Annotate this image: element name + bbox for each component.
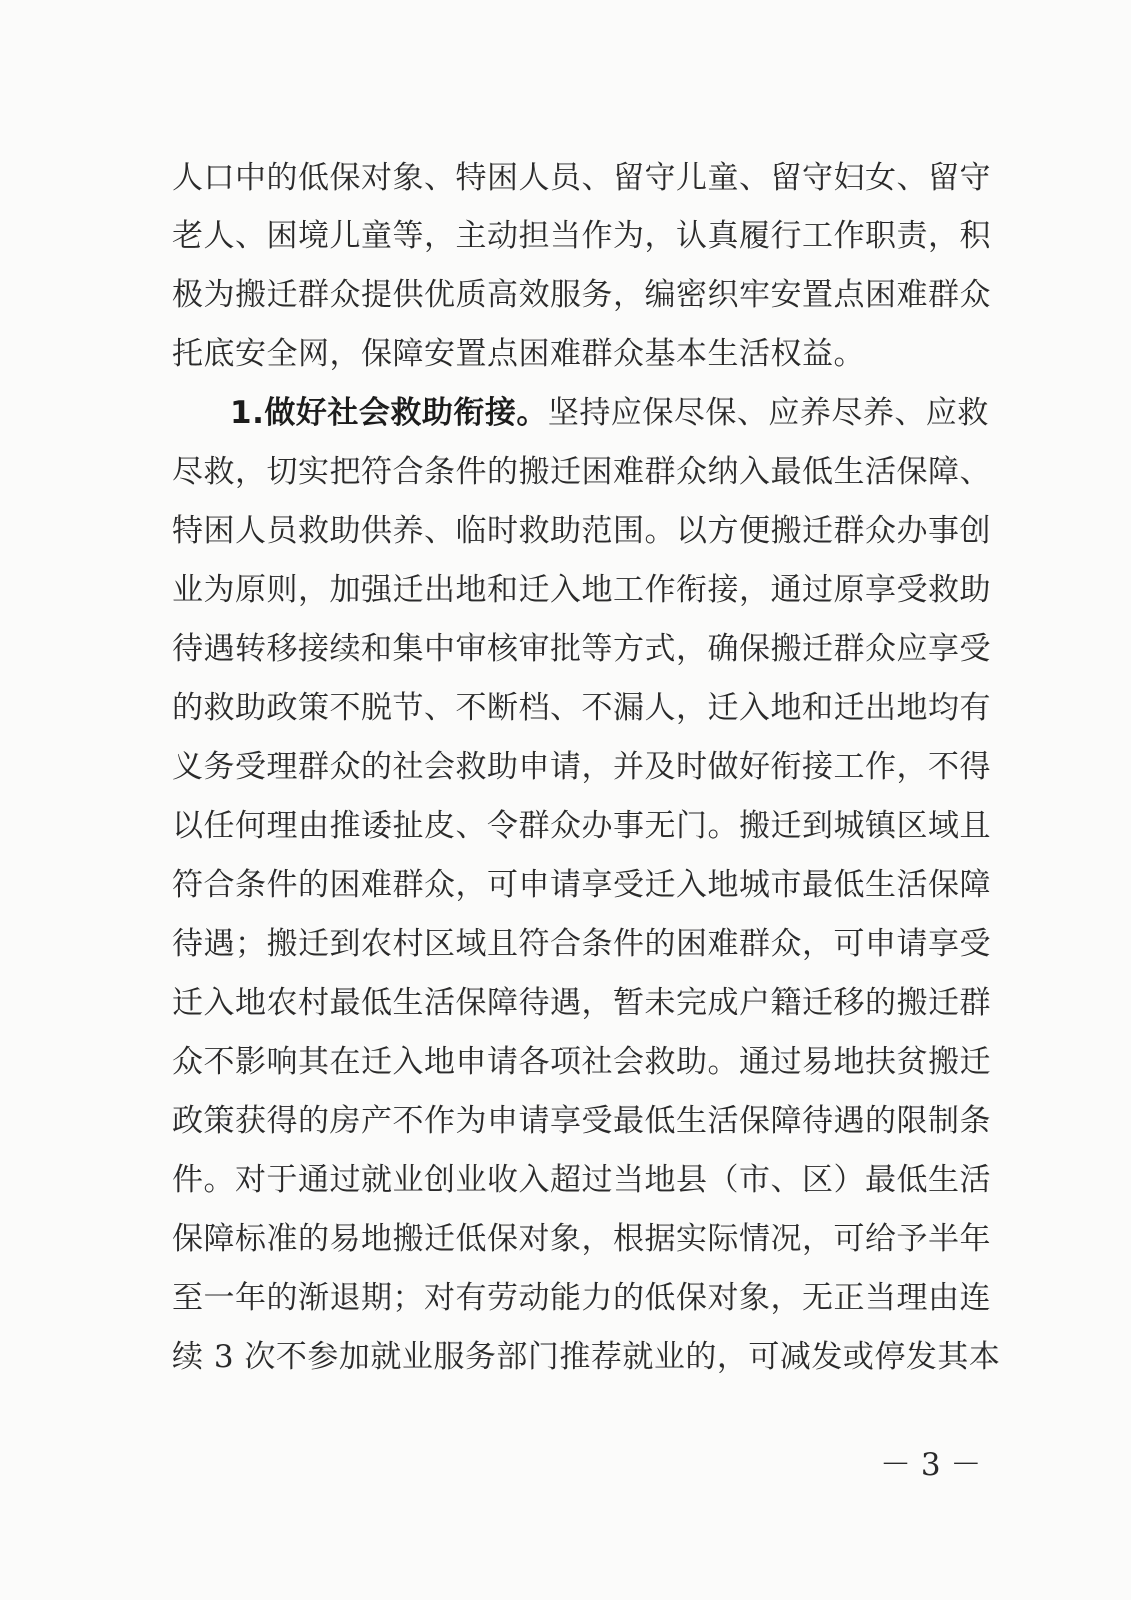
- section-first-line: [230, 393, 989, 433]
- text-line: 的救助政策不脱节、不断档、不漏人，迁入地和迁出地均有: [172, 690, 991, 726]
- text-line: 符合条件的困难群众，可申请享受迁入地城市最低生活保障: [172, 867, 991, 903]
- text-line: 老人、困境儿童等，主动担当作为，认真履行工作职责，积: [172, 218, 991, 254]
- text-line: 待遇；搬迁到农村区域且符合条件的困难群众，可申请享受: [172, 926, 991, 962]
- text-line: 众不影响其在迁入地申请各项社会救助。通过易地扶贫搬迁: [172, 1044, 991, 1080]
- text-line: 件。对于通过就业创业收入超过当地县（市、区）最低生活: [172, 1162, 991, 1198]
- text-line: 保障标准的易地搬迁低保对象，根据实际情况，可给予半年: [172, 1221, 991, 1257]
- text-line: 托底安全网，保障安置点困难群众基本生活权益。: [172, 336, 865, 372]
- page-number: － 3 －: [880, 1447, 982, 1483]
- text-line: 义务受理群众的社会救助申请，并及时做好衔接工作，不得: [172, 749, 991, 785]
- text-line: 续 3 次不参加就业服务部门推荐就业的，可减发或停发其本: [172, 1339, 1001, 1375]
- text-line: 极为搬迁群众提供优质高效服务，编密织牢安置点困难群众: [172, 277, 991, 313]
- section-first-line-text: 坚持应保尽保、应养尽养、应救: [547, 395, 989, 431]
- text-line: 至一年的渐退期；对有劳动能力的低保对象，无正当理由连: [172, 1280, 991, 1316]
- text-line: 待遇转移接续和集中审核审批等方式，确保搬迁群众应享受: [172, 631, 991, 667]
- text-line: 业为原则，加强迁出地和迁入地工作衔接，通过原享受救助: [172, 572, 991, 608]
- text-line: 以任何理由推诿扯皮、令群众办事无门。搬迁到城镇区域且: [172, 808, 991, 844]
- text-line: 人口中的低保对象、特困人员、留守儿童、留守妇女、留守: [172, 160, 991, 196]
- text-line: 尽救，切实把符合条件的搬迁困难群众纳入最低生活保障、: [172, 454, 991, 490]
- section-heading: 1.做好社会救助衔接。: [230, 395, 548, 431]
- text-line: 特困人员救助供养、临时救助范围。以方便搬迁群众办事创: [172, 513, 991, 549]
- text-line: 迁入地农村最低生活保障待遇，暂未完成户籍迁移的搬迁群: [172, 985, 991, 1021]
- text-line: 政策获得的房产不作为申请享受最低生活保障待遇的限制条: [172, 1103, 991, 1139]
